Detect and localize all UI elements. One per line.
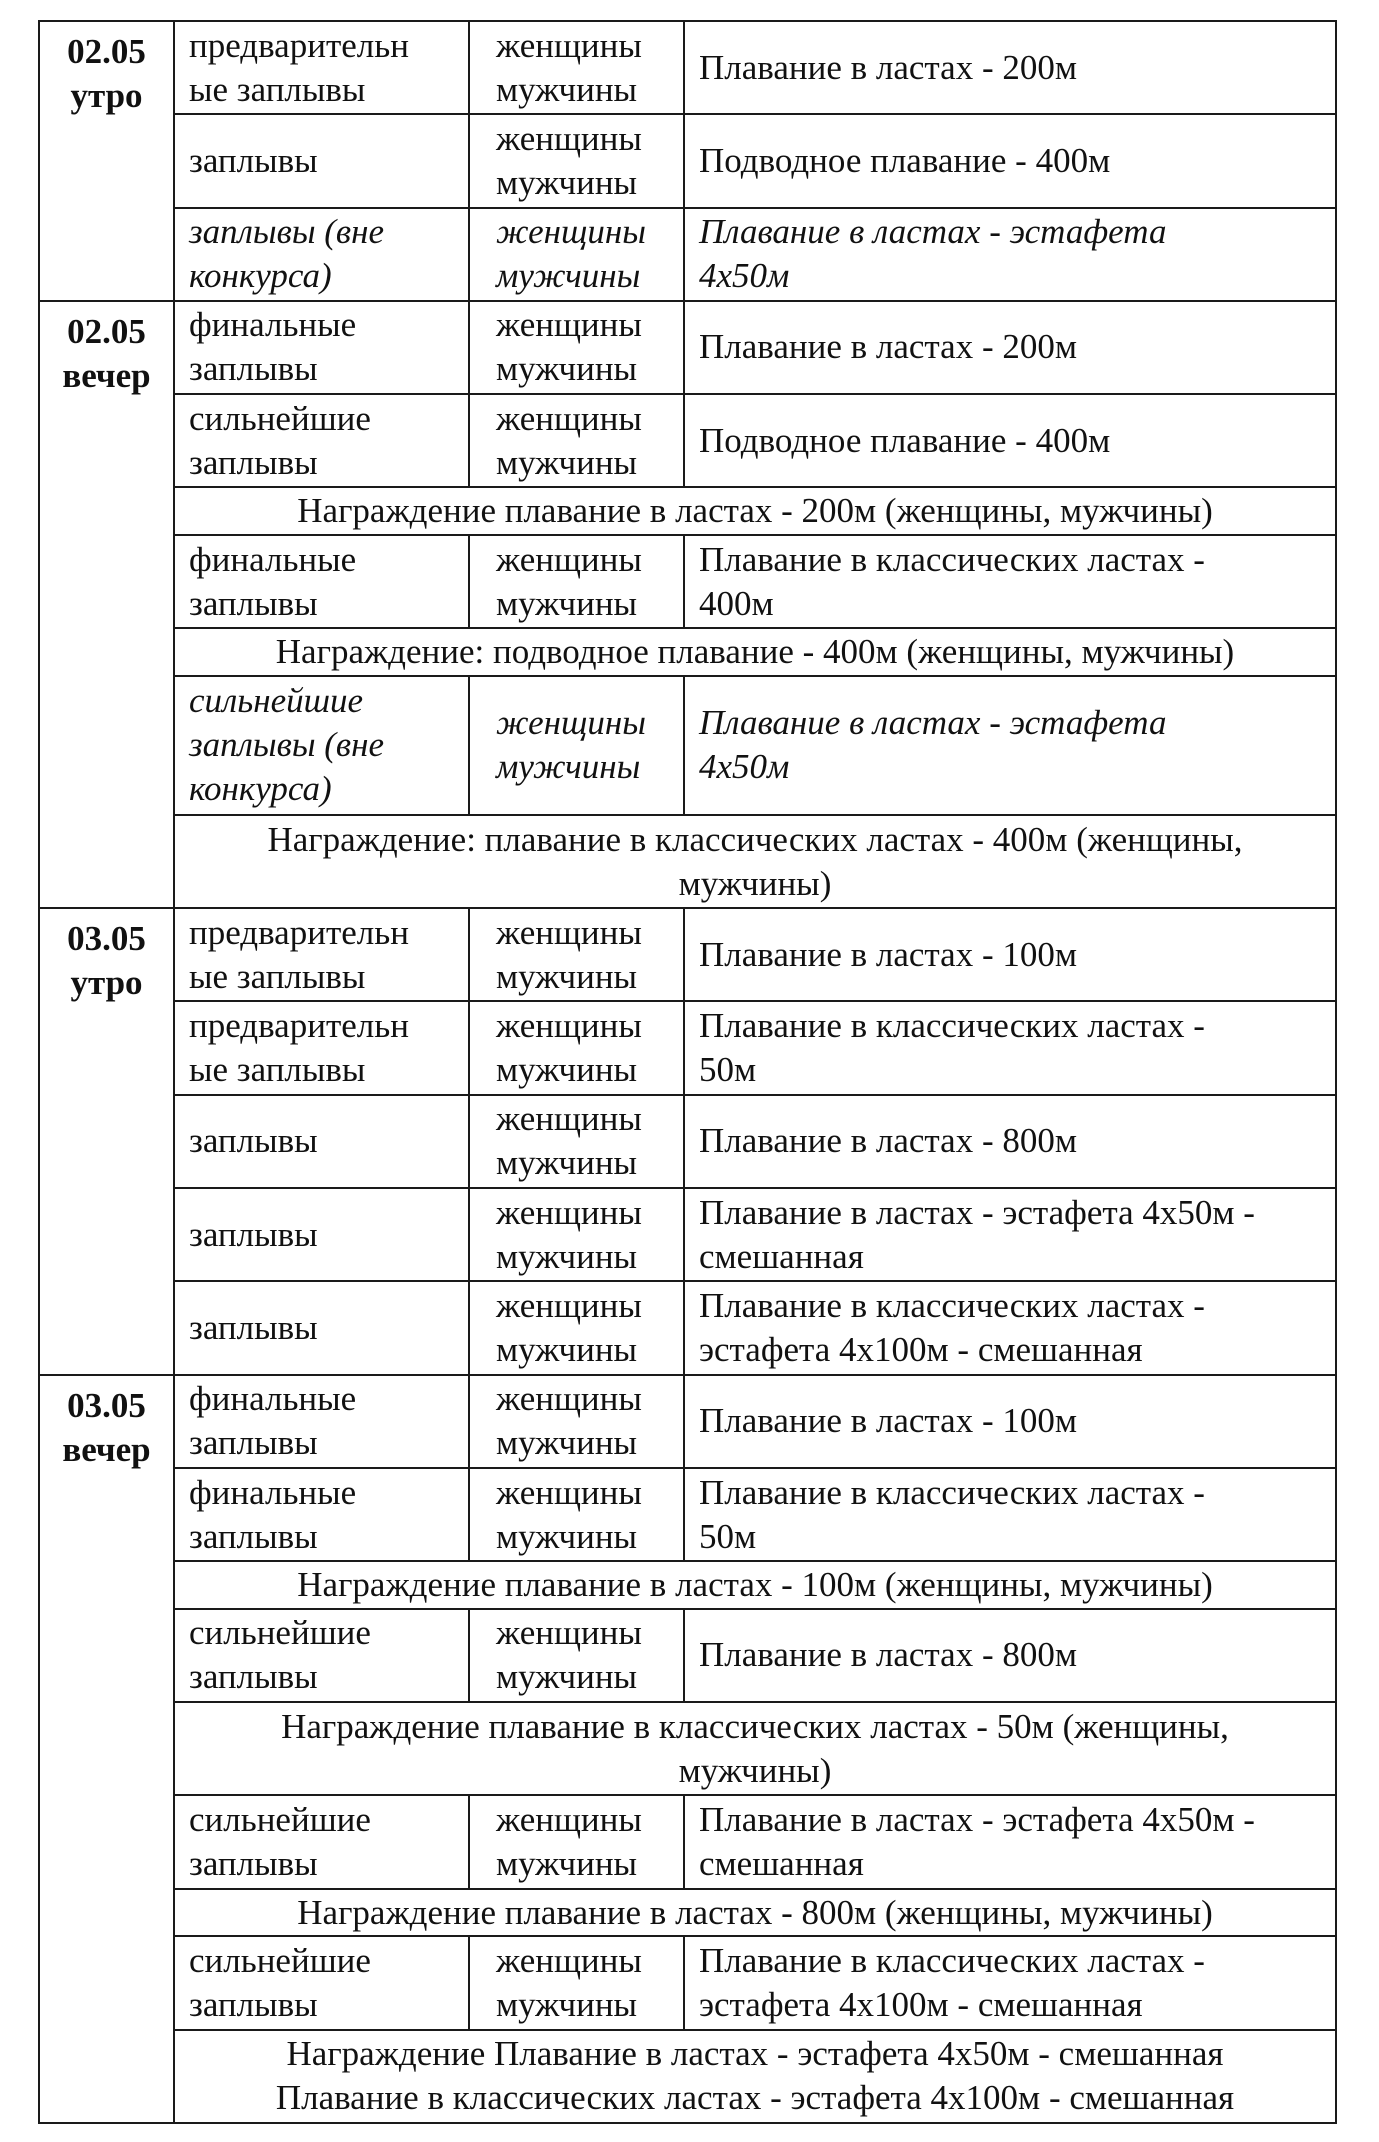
gender-text: женщины — [496, 398, 642, 438]
event-text: Плавание в классических ластах - — [699, 539, 1205, 579]
stage-cell — [174, 1375, 469, 1468]
award-text: Награждение: плавание в классических ластах - 400м (женщины, — [267, 819, 1243, 859]
gender-text: женщины — [496, 305, 642, 345]
award-text: Награждение Плавание в ластах - эстафета 4х50м - смешанная — [286, 2034, 1224, 2074]
event-text: эстафета 4х100м - смешанная — [699, 1329, 1143, 1369]
gender-text: женщины — [496, 212, 646, 252]
stage-cell — [174, 21, 469, 114]
gender-text: мужчины — [496, 747, 641, 787]
session-part: утро — [70, 76, 143, 115]
event-cell — [684, 908, 1336, 1001]
stage-text: заплывы — [189, 1121, 318, 1161]
gender-text: мужчины — [496, 1657, 638, 1697]
gender-text: мужчины — [496, 1143, 638, 1183]
stage-text: конкурса) — [189, 256, 332, 296]
stage-text: заплывы — [189, 1844, 318, 1884]
event-cell — [684, 114, 1336, 207]
award-row — [39, 1561, 1336, 1609]
gender-text: женщины — [496, 539, 642, 579]
schedule-body — [39, 21, 1336, 2123]
stage-text: ые заплывы — [189, 956, 366, 996]
award-row — [39, 1702, 1336, 1795]
event-row — [39, 1001, 1336, 1094]
event-row — [39, 394, 1336, 487]
event-cell — [684, 1795, 1336, 1888]
gender-cell — [469, 301, 684, 394]
event-text: Подводное плавание - 400м — [699, 420, 1111, 460]
gender-cell — [469, 21, 684, 114]
event-cell — [684, 676, 1336, 815]
event-cell — [684, 1375, 1336, 1468]
event-cell — [684, 21, 1336, 114]
award-row — [39, 2030, 1336, 2123]
event-text: смешанная — [699, 1236, 864, 1276]
award-cell — [174, 487, 1336, 535]
gender-text: женщины — [496, 1006, 642, 1046]
session-first-row — [39, 908, 1336, 1001]
event-text: Плавание в ластах - 200м — [699, 327, 1077, 367]
event-text: 4х50м — [699, 256, 790, 296]
award-cell — [174, 1561, 1336, 1609]
award-text: Награждение плавание в ластах - 200м (женщины, мужчины) — [297, 491, 1213, 531]
gender-text: женщины — [496, 1099, 642, 1139]
stage-cell — [174, 114, 469, 207]
award-text: Награждение плавание в классических ластах - 50м (женщины, — [281, 1706, 1229, 1746]
gender-text: мужчины — [496, 1423, 638, 1463]
gender-text: женщины — [496, 1285, 642, 1325]
event-row — [39, 676, 1336, 815]
stage-cell — [174, 1936, 469, 2029]
event-text: Плавание в ластах - 100м — [699, 934, 1077, 974]
event-text: Плавание в классических ластах - — [699, 1285, 1205, 1325]
gender-text: женщины — [496, 1379, 642, 1419]
award-row — [39, 628, 1336, 676]
stage-cell — [174, 1001, 469, 1094]
event-text: Плавание в ластах - эстафета — [699, 703, 1167, 743]
event-text: Плавание в ластах - 100м — [699, 1401, 1077, 1441]
stage-text: предварительн — [189, 25, 409, 65]
session-date: 03.05 — [67, 1385, 146, 1425]
event-row — [39, 1281, 1336, 1374]
event-text: Плавание в ластах - эстафета 4х50м - — [699, 1192, 1255, 1232]
event-cell — [684, 535, 1336, 628]
stage-text: предварительн — [189, 1006, 409, 1046]
event-row — [39, 1795, 1336, 1888]
event-cell — [684, 1468, 1336, 1561]
event-row — [39, 1609, 1336, 1702]
event-text: Плавание в классических ластах - — [699, 1472, 1205, 1512]
stage-text: сильнейшие — [189, 1800, 371, 1840]
gender-text: мужчины — [496, 1984, 638, 2024]
gender-cell — [469, 1609, 684, 1702]
award-cell — [174, 1702, 1336, 1795]
stage-cell — [174, 208, 469, 301]
stage-text: ые заплывы — [189, 1050, 366, 1090]
gender-text: женщины — [496, 912, 642, 952]
stage-text: финальные — [189, 1472, 357, 1512]
stage-cell — [174, 1795, 469, 1888]
gender-cell — [469, 535, 684, 628]
gender-text: мужчины — [496, 583, 638, 623]
stage-cell — [174, 908, 469, 1001]
event-row — [39, 1468, 1336, 1561]
event-cell — [684, 394, 1336, 487]
event-cell — [684, 208, 1336, 301]
gender-cell — [469, 394, 684, 487]
stage-text: сильнейшие — [189, 681, 364, 721]
gender-cell — [469, 1468, 684, 1561]
stage-text: заплывы — [189, 140, 318, 180]
event-text: Плавание в ластах - эстафета 4х50м - — [699, 1800, 1255, 1840]
stage-text: сильнейшие — [189, 398, 371, 438]
session-date: 03.05 — [67, 919, 146, 959]
gender-text: мужчины — [496, 1236, 638, 1276]
event-text: Плавание в ластах - 800м — [699, 1121, 1077, 1161]
gender-text: мужчины — [496, 1050, 638, 1090]
session-day-cell — [39, 21, 174, 301]
event-cell — [684, 1001, 1336, 1094]
gender-text: женщины — [496, 1192, 642, 1232]
gender-text: женщины — [496, 1800, 642, 1840]
session-part: утро — [70, 963, 143, 1003]
stage-text: заплывы (вне — [189, 212, 385, 252]
gender-cell — [469, 114, 684, 207]
gender-text: женщины — [496, 118, 642, 158]
event-row — [39, 1936, 1336, 2029]
award-row — [39, 1889, 1336, 1937]
competition-schedule-table — [38, 20, 1337, 2124]
stage-text: заплывы (вне — [189, 725, 385, 765]
stage-text: сильнейшие — [189, 1940, 371, 1980]
event-text: Плавание в классических ластах - — [699, 1006, 1205, 1046]
event-text: 400м — [699, 583, 774, 623]
event-row — [39, 1188, 1336, 1281]
session-first-row — [39, 21, 1336, 114]
stage-text: конкурса) — [189, 769, 332, 809]
event-cell — [684, 1188, 1336, 1281]
gender-text: мужчины — [496, 349, 638, 389]
award-cell — [174, 815, 1336, 908]
stage-text: заплывы — [189, 442, 318, 482]
stage-text: ые заплывы — [189, 69, 366, 109]
gender-cell — [469, 1188, 684, 1281]
stage-cell — [174, 1095, 469, 1188]
award-row — [39, 487, 1336, 535]
gender-cell — [469, 1281, 684, 1374]
gender-cell — [469, 1001, 684, 1094]
gender-text: мужчины — [496, 442, 638, 482]
stage-cell — [174, 394, 469, 487]
stage-cell — [174, 1468, 469, 1561]
event-text: смешанная — [699, 1844, 864, 1884]
event-text: 4х50м — [699, 747, 790, 787]
stage-cell — [174, 535, 469, 628]
stage-text: сильнейшие — [189, 1613, 371, 1653]
stage-text: финальные — [189, 539, 357, 579]
stage-text: заплывы — [189, 1214, 318, 1254]
session-date: 02.05 — [67, 311, 146, 351]
gender-text: женщины — [496, 1940, 642, 1980]
gender-text: мужчины — [496, 256, 641, 296]
gender-text: мужчины — [496, 69, 638, 109]
event-cell — [684, 1936, 1336, 2029]
gender-cell — [469, 676, 684, 815]
award-text: Награждение: подводное плавание - 400м (женщины, мужчины) — [275, 632, 1235, 672]
event-cell — [684, 1281, 1336, 1374]
award-text: Награждение плавание в ластах - 800м (женщины, мужчины) — [297, 1892, 1213, 1932]
stage-text: заплывы — [189, 1516, 318, 1556]
stage-text: финальные — [189, 305, 357, 345]
gender-text: мужчины — [496, 1516, 638, 1556]
award-cell — [174, 2030, 1336, 2123]
session-day-cell — [39, 1375, 174, 2123]
stage-cell — [174, 1609, 469, 1702]
gender-text: женщины — [496, 703, 646, 743]
session-day-cell — [39, 908, 174, 1374]
event-cell — [684, 301, 1336, 394]
event-row — [39, 114, 1336, 207]
event-text: Плавание в ластах - 200м — [699, 47, 1077, 87]
event-text: Плавание в ластах - 800м — [699, 1635, 1077, 1675]
event-row — [39, 1095, 1336, 1188]
gender-text: мужчины — [496, 1329, 638, 1369]
event-cell — [684, 1095, 1336, 1188]
session-first-row — [39, 1375, 1336, 1468]
session-day-cell — [39, 301, 174, 908]
session-first-row — [39, 301, 1336, 394]
gender-text: мужчины — [496, 1844, 638, 1884]
gender-cell — [469, 1795, 684, 1888]
event-cell — [684, 1609, 1336, 1702]
stage-cell — [174, 301, 469, 394]
event-row — [39, 535, 1336, 628]
award-cell — [174, 628, 1336, 676]
stage-text: заплывы — [189, 349, 318, 389]
gender-text: женщины — [496, 1613, 642, 1653]
stage-cell — [174, 676, 469, 815]
gender-cell — [469, 908, 684, 1001]
stage-text: финальные — [189, 1379, 357, 1419]
award-text: мужчины) — [678, 1750, 832, 1790]
stage-text: заплывы — [189, 583, 318, 623]
event-text: 50м — [699, 1516, 757, 1556]
event-text: эстафета 4х100м - смешанная — [699, 1984, 1143, 2024]
event-text: Плавание в классических ластах - — [699, 1940, 1205, 1980]
award-row — [39, 815, 1336, 908]
award-text: Награждение плавание в ластах - 100м (женщины, мужчины) — [297, 1564, 1213, 1604]
stage-cell — [174, 1281, 469, 1374]
stage-text: заплывы — [189, 1307, 318, 1347]
session-part: вечер — [62, 355, 151, 395]
session-date: 02.05 — [67, 32, 146, 71]
stage-text: заплывы — [189, 1423, 318, 1463]
gender-text: мужчины — [496, 956, 638, 996]
stage-text: заплывы — [189, 1984, 318, 2024]
event-row — [39, 208, 1336, 301]
stage-cell — [174, 1188, 469, 1281]
award-text: Плавание в классических ластах - эстафета 4х100м - смешанная — [275, 2078, 1235, 2118]
gender-cell — [469, 1095, 684, 1188]
gender-text: мужчины — [496, 162, 638, 202]
event-text: Плавание в ластах - эстафета — [699, 212, 1167, 252]
gender-cell — [469, 1936, 684, 2029]
gender-cell — [469, 208, 684, 301]
gender-text: женщины — [496, 1472, 642, 1512]
event-text: Подводное плавание - 400м — [699, 140, 1111, 180]
award-text: мужчины) — [678, 863, 832, 903]
event-text: 50м — [699, 1050, 757, 1090]
stage-text: предварительн — [189, 912, 409, 952]
award-cell — [174, 1889, 1336, 1937]
gender-text: женщины — [496, 25, 642, 65]
gender-cell — [469, 1375, 684, 1468]
stage-text: заплывы — [189, 1657, 318, 1697]
session-part: вечер — [62, 1429, 151, 1469]
